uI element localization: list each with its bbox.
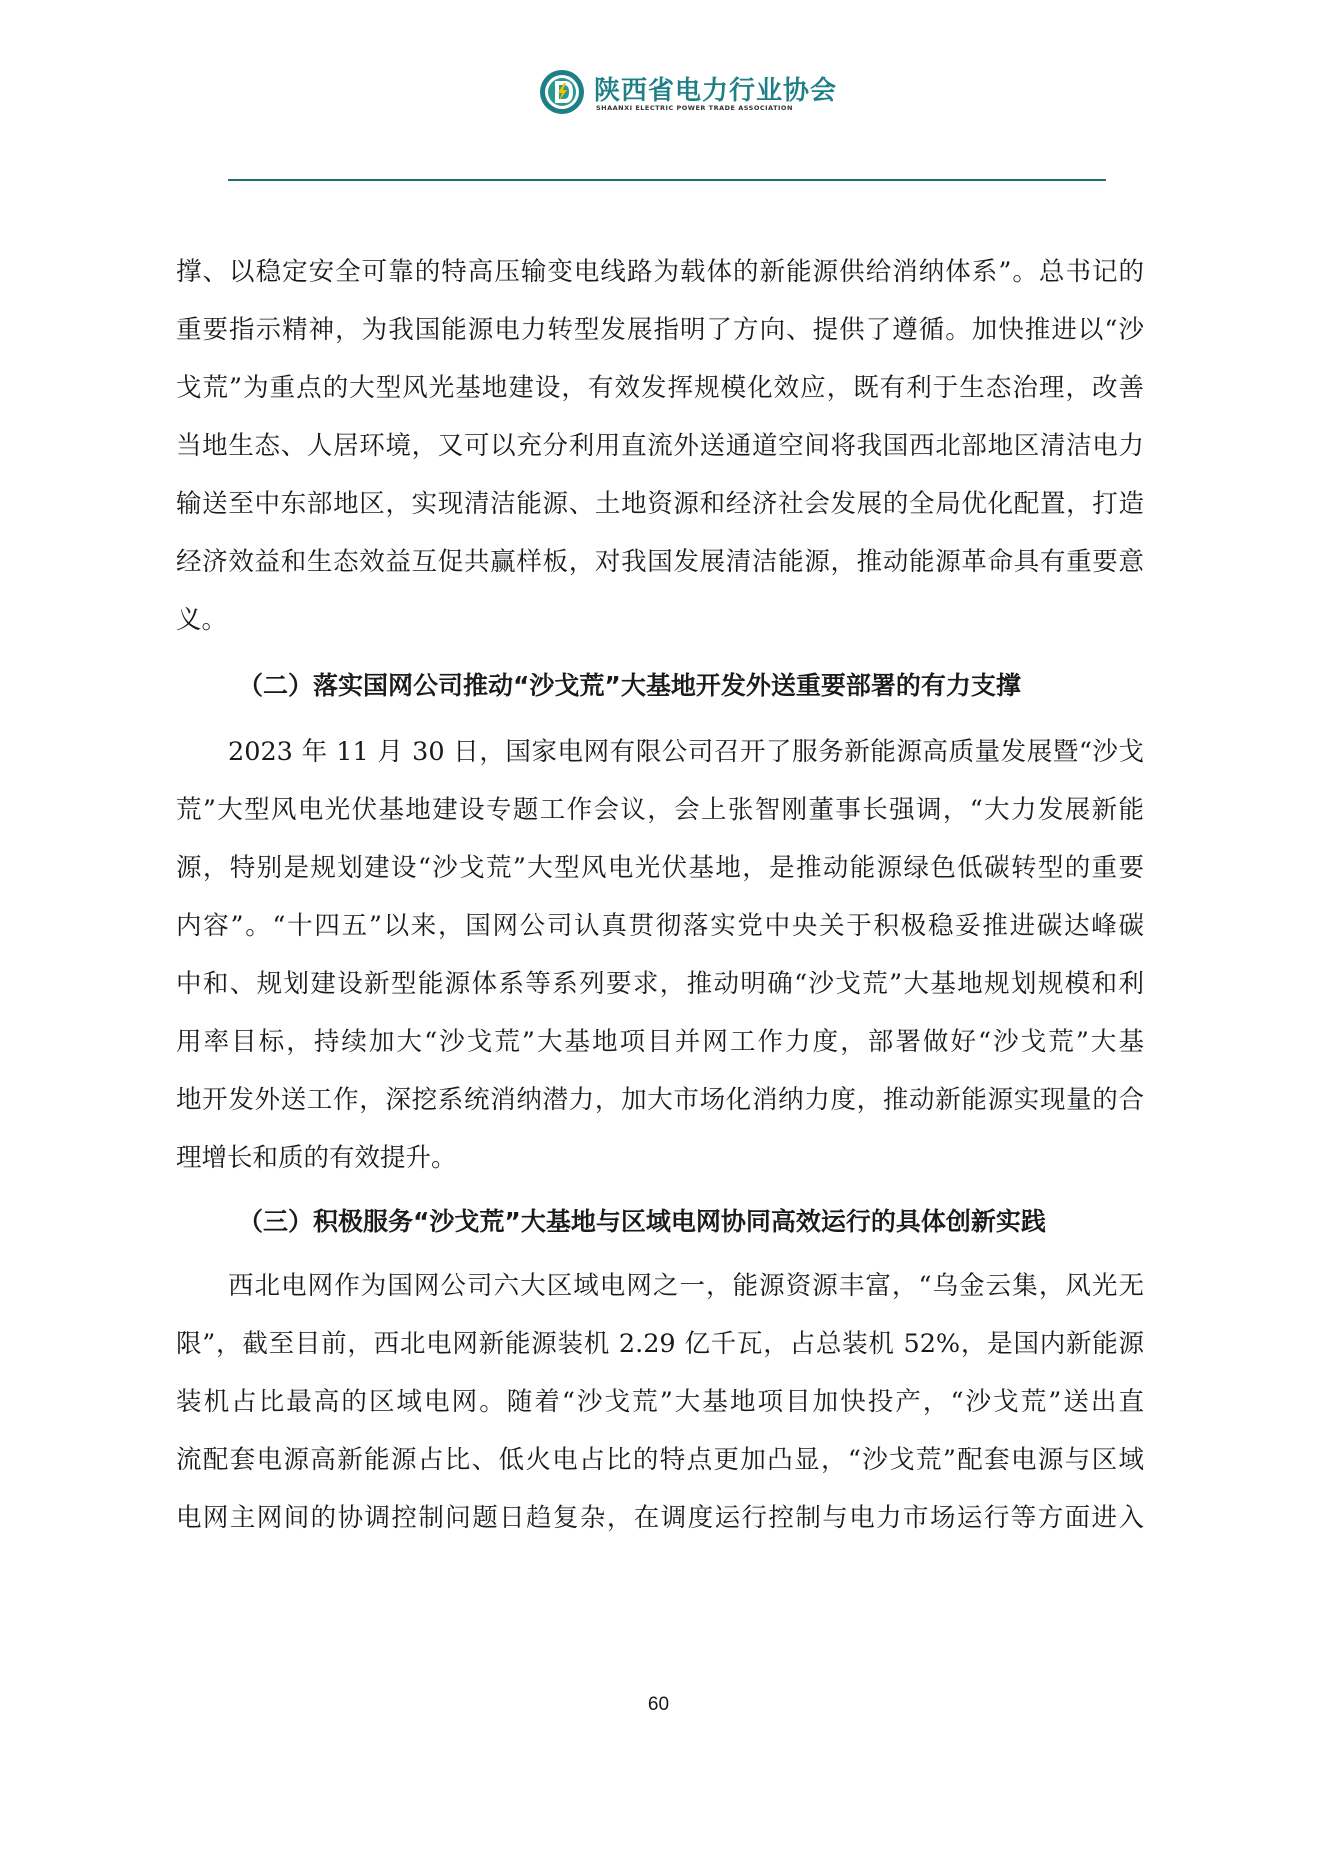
association-logo-icon xyxy=(538,68,586,116)
text-line: 内容”。“十四五”以来，国网公司认真贯彻落实党中央关于积极稳妥推进碳达峰碳 xyxy=(176,911,1144,941)
org-name-en: SHAANXI ELECTRIC POWER TRADE ASSOCIATION xyxy=(596,104,793,112)
text-line: 流配套电源高新能源占比、低火电占比的特点更加凸显，“沙戈荒”配套电源与区域 xyxy=(176,1445,1144,1475)
paragraph-1 xyxy=(176,243,1144,649)
paragraph-3 xyxy=(176,1257,1144,1547)
page-number: 60 xyxy=(647,1694,670,1715)
org-name-cn: 陕西省电力行业协会 xyxy=(594,76,838,106)
page-header xyxy=(0,60,1317,120)
spacer xyxy=(176,715,1144,723)
text-line: 2023 年 11 月 30 日，国家电网有限公司召开了服务新能源高质量发展暨“沙戈 xyxy=(228,737,1144,767)
text-line: 重要指示精神，为我国能源电力转型发展指明了方向、提供了遵循。加快推进以“沙 xyxy=(176,315,1144,345)
text-line: 当地生态、人居环境，又可以充分利用直流外送通道空间将我国西北部地区清洁电力 xyxy=(176,431,1144,461)
header-rule xyxy=(228,179,1106,181)
text-line: 义。 xyxy=(176,605,228,635)
text-line: 撑、以稳定安全可靠的特高压输变电线路为载体的新能源供给消纳体系”。总书记的 xyxy=(176,257,1144,287)
text-line: 源，特别是规划建设“沙戈荒”大型风电光伏基地，是推动能源绿色低碳转型的重要 xyxy=(176,853,1144,883)
text-line: 电网主网间的协调控制问题日趋复杂，在调度运行控制与电力市场运行等方面进入 xyxy=(176,1503,1144,1533)
text-line: 西北电网作为国网公司六大区域电网之一，能源资源丰富，“乌金云集，风光无 xyxy=(228,1271,1144,1301)
section-heading-2: （二）落实国网公司推动“沙戈荒”大基地开发外送重要部署的有力支撑 xyxy=(238,671,1021,700)
text-line: 限”，截至目前，西北电网新能源装机 2.29 亿千瓦，占总装机 52%，是国内新能源 xyxy=(176,1329,1144,1359)
document-body xyxy=(176,243,1144,1547)
spacer xyxy=(176,649,1144,657)
text-line: 地开发外送工作，深挖系统消纳潜力，加大市场化消纳力度，推动新能源实现量的合 xyxy=(176,1085,1144,1115)
section-heading-3: （三）积极服务“沙戈荒”大基地与区域电网协同高效运行的具体创新实践 xyxy=(238,1207,1046,1236)
text-line: 用率目标，持续加大“沙戈荒”大基地项目并网工作力度，部署做好“沙戈荒”大基 xyxy=(176,1027,1144,1057)
text-line: 荒”大型风电光伏基地建设专题工作会议，会上张智刚董事长强调，“大力发展新能 xyxy=(176,795,1144,825)
text-line: 理增长和质的有效提升。 xyxy=(176,1143,457,1173)
text-line: 装机占比最高的区域电网。随着“沙戈荒”大基地项目加快投产，“沙戈荒”送出直 xyxy=(176,1387,1144,1417)
text-line: 戈荒”为重点的大型风光基地建设，有效发挥规模化效应，既有利于生态治理，改善 xyxy=(176,373,1144,403)
text-line: 中和、规划建设新型能源体系等系列要求，推动明确“沙戈荒”大基地规划规模和利 xyxy=(176,969,1144,999)
text-line: 经济效益和生态效益互促共赢样板，对我国发展清洁能源，推动能源革命具有重要意 xyxy=(176,547,1144,577)
text-line: 输送至中东部地区，实现清洁能源、土地资源和经济社会发展的全局优化配置，打造 xyxy=(176,489,1144,519)
paragraph-2 xyxy=(176,723,1144,1187)
